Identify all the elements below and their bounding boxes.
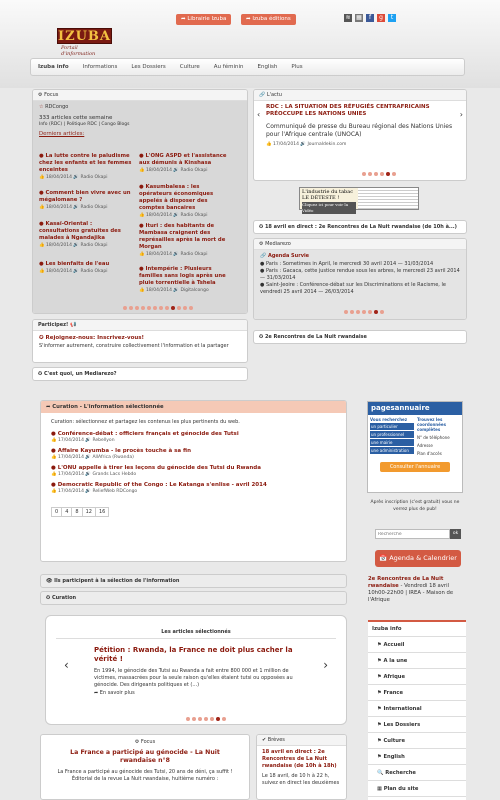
site-logo[interactable] [57,28,112,57]
side-nav-title: Izuba info [368,622,466,637]
search-form [375,529,461,539]
actu-meta: 👍 17/04/2014 🔊 Journaldekin.com [266,142,347,147]
focus-count: 333 articles cette semaine [39,115,113,121]
cestquoi-panel[interactable]: ✪ C'est quoi, un Mediarezo? [32,367,248,381]
sidebar-item-accueil[interactable]: ⚑ Accueil [368,637,466,653]
curation-panel [40,400,347,562]
side-event [368,576,466,604]
nav-culture[interactable]: Culture [179,64,200,70]
selected-articles-panel [45,615,347,725]
ad-right-item: Adresse [417,443,433,448]
focus2-title: Focus [140,739,156,745]
selected-title: Les articles sélectionnés [161,629,231,635]
signup-link[interactable]: ✪ Rejoignez-nous: Inscrivez-vous! [39,335,145,341]
nav-feminin[interactable]: Au féminin [213,64,244,70]
curation2-panel[interactable]: ✪ Curation [40,591,347,605]
sidebar-item-english[interactable]: ⚑ English [368,749,466,765]
focus-title: Focus [44,92,59,98]
read-more-link[interactable]: ➦ En savoir plus [94,690,135,696]
focus-recent: Derniers articles: [39,131,85,137]
editions-label: Izuba éditions [252,16,291,22]
ad-right-item: Plan d'accès [417,451,442,456]
sidebar-item-france[interactable]: ⚑ France [368,685,466,701]
participez-header: Participez! 📢 [33,320,247,331]
actu-headline[interactable]: RDC : LA SITUATION DES RÉFUGIÉS CENTRAFRICAINS PRÉOCCUPE LES NATIONS UNIES [266,104,430,117]
participent-label: Ils participent à la sélection de l'information [54,578,180,584]
cestquoi-label: C'est quoi, un Mediarezo? [43,371,117,377]
nav-english[interactable]: English [257,64,278,70]
logo-wordmark: IZUBA [58,29,111,44]
focus2-panel [40,734,250,800]
editions-button[interactable]: ➦ Izuba éditions [241,14,296,25]
actu-title: L'actu [266,92,282,98]
selected-carousel-dots[interactable] [186,717,226,721]
sidebar-item-international[interactable]: ⚑ International [368,701,466,717]
list-item[interactable]: ● Ituri : des habitants de Mambasa craignent des représailles après la mort de Morgan 👍 18/04/2014 🔊 Radio Okapi [139,223,226,257]
breves-headline[interactable]: 18 avril en direct : 2e Rencontres de La Nuit rwandaise (de 10h à 18h) [262,749,337,769]
mediarezo-item[interactable]: ● Saint-Jeoire : Conférence-débat sur les Discriminations et le Racisme, le vendredi 25 avril 2014 — 26/03/2014 [260,282,446,295]
mediarezo-header: ⚙ Mediarezo [254,239,466,250]
ad-row: une administration [370,447,414,454]
mediarezo-item[interactable]: ● Paris : Sometimes in April, le mercredi 30 avril 2014 — 31/03/2014 [260,261,434,267]
pager-0[interactable]: 0 [52,508,62,516]
list-item[interactable]: ● L'ONU appelle à tirer les leçons du génocide des Tutsi du Rwanda 👍 17/04/2014 🔊 Grands Lacs Hebdo [51,465,261,477]
librairie-label: Librairie Izuba [187,16,227,22]
sidebar-item-recherche[interactable]: 🔍 Recherche [368,765,466,781]
selected-headline[interactable]: Pétition : Rwanda, la France ne doit plus cacher la vérité ! [94,646,293,663]
event-panel-1[interactable]: ✪ 18 avril en direct : 2e Rencontres de La Nuit rwandaise (de 10h à...) [253,220,467,234]
list-item[interactable]: ● Democratic Republic of the Congo : Le Katanga s'enlise - avril 2014 👍 17/04/2014 🔊 ReliefWeb RDCongo [51,482,267,494]
selected-body: En 1994, le génocide des Tutsi au Rwanda a fait entre 800 000 et 1 million de victimes, massacrées pour la seule raison qu'elles étaient tutsi ou opposées au génocide. Des dirigeants politiques et (...) [94,668,293,688]
ad-row-title: Vous recherchez [370,417,408,422]
breves-header: ✔ Brèves [257,735,346,746]
nav-informations[interactable]: Informations [82,64,118,70]
focus-source-label: RDCongo [45,104,69,110]
next-arrow-icon[interactable]: › [459,110,463,119]
curation-intro: Curation: sélectionnez et partagez les contenus les plus pertinents du web. [51,419,240,425]
nav-dossiers[interactable]: Les Dossiers [131,64,166,70]
ad-row: un particulier [370,423,414,430]
side-nav [368,620,466,800]
logo-tagline: Portail d'information [61,45,96,57]
focus-body [33,101,247,313]
ad-right-item: N° de téléphone [417,435,450,440]
sidebar-item-plan[interactable]: ▦ Plan du site [368,781,466,797]
curation2-label: Curation [51,595,77,601]
participez-title: Participez! [38,322,69,328]
list-item[interactable]: ● Comment bien vivre avec un mégalomane ? 👍 18/04/2014 🔊 Radio Okapi [39,190,131,210]
pager-4[interactable]: 4 [62,508,72,516]
nav-izuba-info[interactable]: Izuba info [38,64,69,70]
sidebar-item-afrique[interactable]: ⚑ Afrique [368,669,466,685]
participent-panel[interactable]: 👁 Ils participent à la sélection de l'information [40,574,347,588]
search-ok-button[interactable]: ok [450,529,461,539]
ad-text-block [358,188,418,209]
sidebar-item-a-la-une[interactable]: ⚑ A la une [368,653,466,669]
ad-brand: pagesannuaire [368,402,462,415]
breves-body: Le 18 avril, de 10 h à 22 h, suivez en direct les deuxièmes [262,773,340,786]
search-input[interactable] [375,529,450,539]
actu-panel [253,89,467,181]
pagesannuaire-ad[interactable] [367,401,463,493]
ad-note: Après inscription (c'est gratuit) vous ne verrez plus de pub! [370,500,460,512]
sitemap-icon[interactable]: ▦ [356,14,362,21]
curation-title: Curation - L'information sélectionnée [52,404,164,410]
event2-label: 2e Rencontres de La Nuit rwandaise [264,334,367,340]
facebook-icon[interactable]: f [366,14,374,22]
rss-icon[interactable]: ≋ [345,14,351,21]
list-item[interactable]: ● Les bienfaits de l'eau 👍 18/04/2014 🔊 Radio Okapi [39,261,110,274]
ad-right-title: Trouvez les coordonnées complètes [417,417,446,432]
breves-title: Brèves [267,737,285,743]
mediarezo-carousel-dots[interactable] [344,310,384,314]
main-nav [30,58,465,76]
google-plus-icon[interactable]: g [377,14,385,22]
event-panel-2[interactable]: ✪ 2e Rencontres de La Nuit rwandaise [253,330,467,344]
ad-row: une mairie [370,439,414,446]
list-item[interactable]: ● Kasaï-Oriental : consultations gratuites des malades à Ngandajika 👍 18/04/2014 🔊 Radio Okapi [39,221,121,248]
librairie-button[interactable]: ➦ Librairie Izuba [176,14,231,25]
agenda-survie[interactable]: 🔗 Agenda Survie [260,253,310,259]
focus-source[interactable]: ☆ RDCongo [39,104,69,110]
event1-label: 18 avril en direct : 2e Rencontres de La Nuit rwandaise (de 10h à...) [264,224,457,230]
pager-8[interactable]: 8 [72,508,82,516]
focus-carousel-dots[interactable] [123,306,193,310]
ad-headline: L'industrie du tabac LE DÉTESTE ! Cliquez ici pour voir la Vidéo [300,188,358,209]
list-item[interactable]: ● Conférence-débat : officiers français et génocide des Tutsi 👍 17/04/2014 🔊 Rebellyon [51,431,239,443]
pager-12[interactable]: 12 [83,508,96,516]
curation-pager [51,507,109,517]
agenda-button[interactable]: 📅 Agenda & Calendrier [375,550,461,567]
actu-body: Communiqué de presse du Bureau régional des Nations Unies pour l'Afrique centrale (UNOCA) [266,123,453,138]
side-event-meta: - Vendredi 18 avril 10h00-22h00 | IREA - Maison de l'Afrique [368,583,454,603]
breves-panel [256,734,347,800]
agenda-label: Agenda & Calendrier [389,554,457,562]
sidebar-item-culture[interactable]: ⚑ Culture [368,733,466,749]
sidebar-item-dossiers[interactable]: ⚑ Les Dossiers [368,717,466,733]
nav-plus[interactable]: Plus [291,64,303,70]
focus-header: ⚙ Focus [33,90,247,101]
focus-panel [32,89,248,314]
list-item[interactable]: ● L'ONG ASPD et l'assistance aux démunis à Kinshasa 👍 18/04/2014 🔊 Radio Okapi [139,153,227,173]
pager-16[interactable]: 16 [98,509,106,515]
prev-arrow-icon[interactable]: ‹ [64,658,69,672]
list-item[interactable]: ● Intempérie : Plusieurs familles sans logis après une pluie torrentielle à Tshela 👍 18/04/2014 🔊 Digitalcongo [139,266,226,293]
tobacco-ad[interactable] [299,187,419,213]
mediarezo-item[interactable]: ● Paris : Gacaca, cette justice rendue sous les arbres, le mercredi 23 avril 2014 — 31/03/2014 [260,268,460,281]
twitter-icon[interactable]: t [388,14,396,22]
focus-tags[interactable]: Info (RDC) | Politique RDC | Congo Blogs [39,122,130,127]
actu-header: 🔗 L'actu [254,90,466,101]
social-icons [344,14,396,22]
next-arrow-icon[interactable]: › [323,658,328,672]
prev-arrow-icon[interactable]: ‹ [257,110,261,119]
participez-text: S'informer autrement, construire collectivement l'information et la partager [39,343,229,349]
list-item[interactable]: ● Affaire Kayumba - le procès touche à sa fin 👍 17/04/2014 🔊 AllAfrica (Rwanda) [51,448,191,460]
list-item[interactable]: ● Kasumbalesa : les opérateurs économiques appelés à disposer des comptes bancaires 👍 18/04/2014 🔊 Radio Okapi [139,184,214,218]
ad-cta-button[interactable]: Consulter l'annuaire [380,462,450,472]
list-item[interactable]: ● La lutte contre le paludisme chez les enfants et les femmes enceintes 👍 18/04/2014 🔊 Radio Okapi [39,153,132,180]
curation-list [51,431,336,494]
focus2-headline[interactable]: La France a participé au génocide - La Nuit rwandaise n°8 [70,749,220,764]
ad-row: un professionnel [370,431,414,438]
participez-panel [32,319,248,363]
focus2-header: ⚙ Focus [134,739,156,745]
mediarezo-panel [253,238,467,320]
curation-header: ➦ Curation - L'information sélectionnée [41,401,346,413]
actu-carousel-dots[interactable] [362,172,396,176]
mediarezo-title: Mediarezo [265,241,291,247]
focus2-body: La France a participé au génocide des Tutsi, 20 ans de déni, ça suffit ! Éditorial de la revue La Nuit rwandaise, huitième numéro : [57,769,233,782]
side-event-title[interactable]: 2e Rencontres de La Nuit rwandaise [368,576,444,589]
